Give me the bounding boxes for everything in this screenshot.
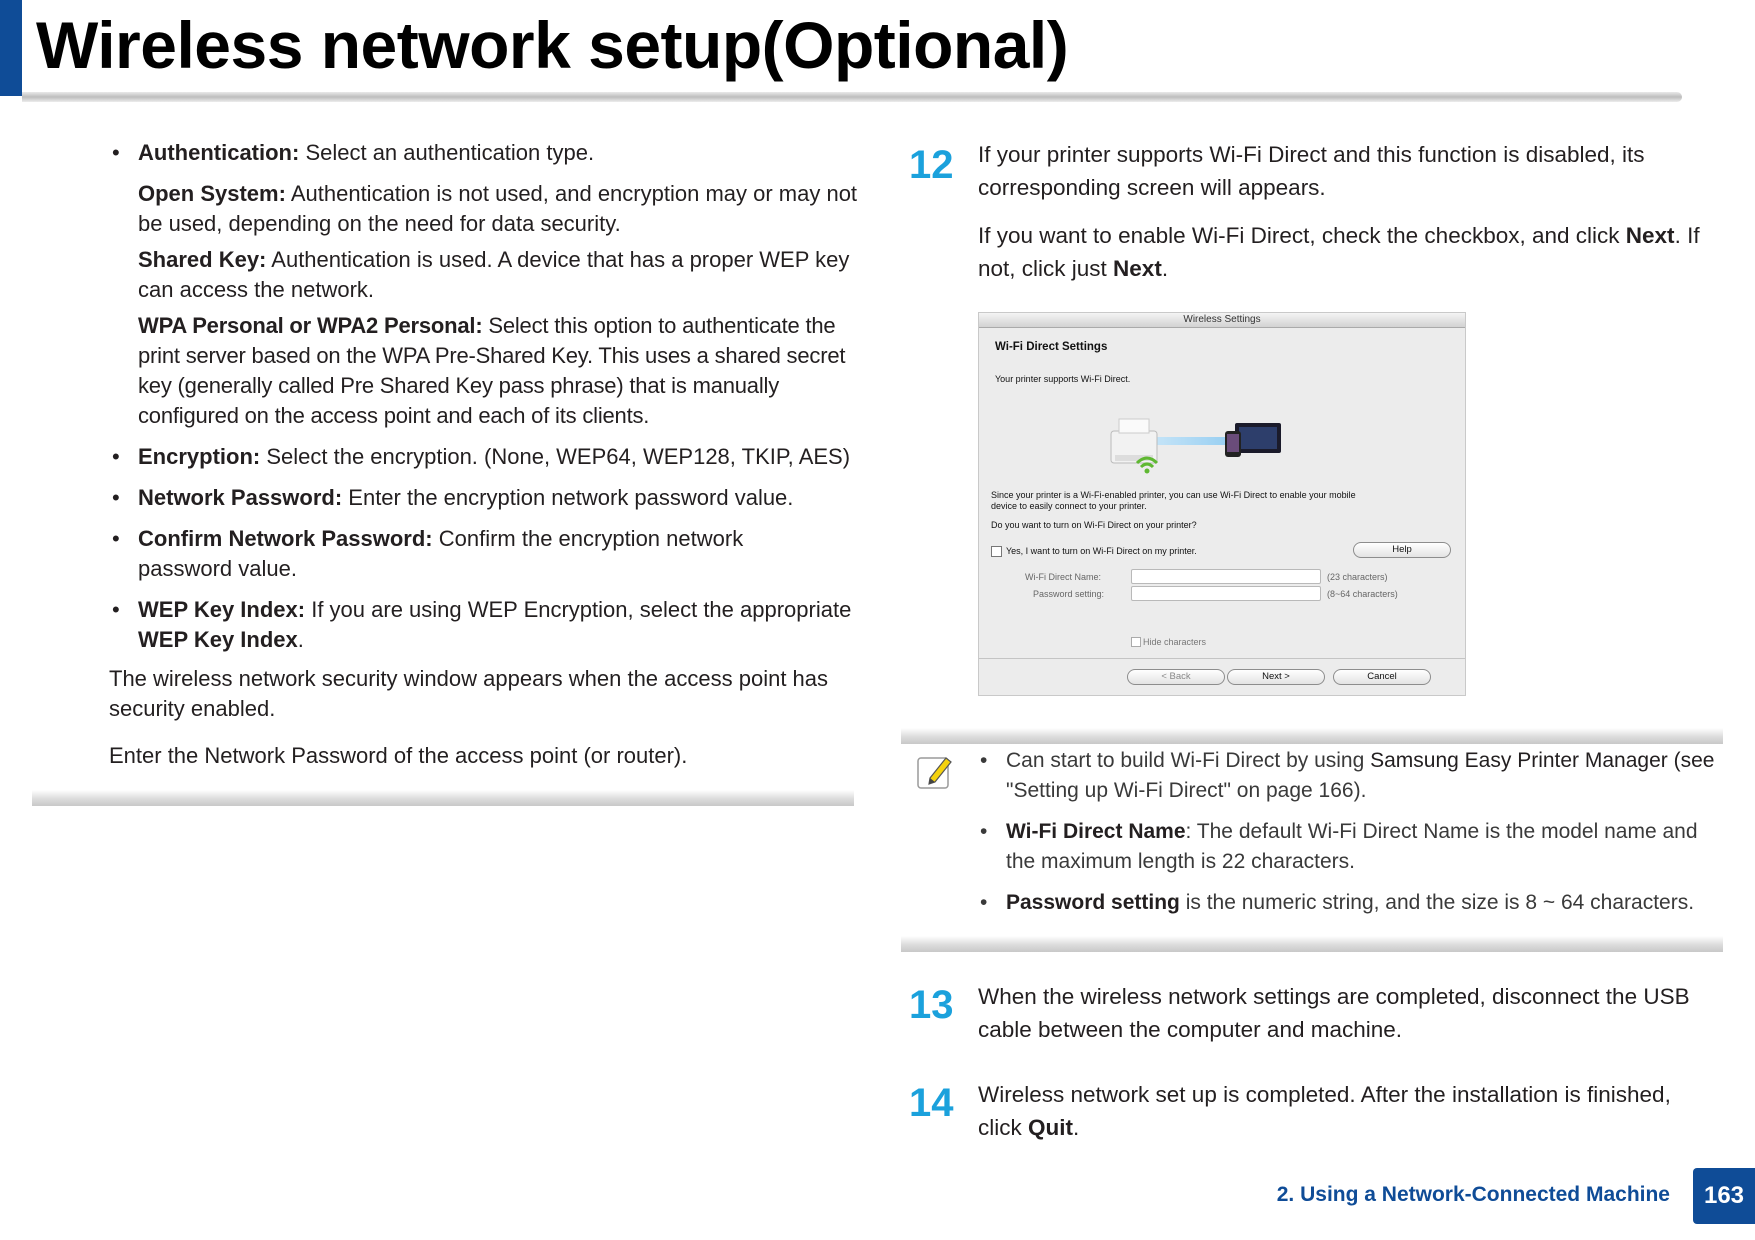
dialog-question: Do you want to turn on Wi-Fi Direct on your printer? xyxy=(991,520,1197,530)
password-hint: (8~64 characters) xyxy=(1327,589,1398,599)
enable-wifi-direct-label: Yes, I want to turn on Wi-Fi Direct on my printer. xyxy=(1006,546,1197,556)
wifi-direct-name-input[interactable] xyxy=(1131,569,1321,584)
wpa-label: WPA Personal or WPA2 Personal: xyxy=(138,313,483,338)
encryption-text: Select the encryption. (None, WEP64, WEP128, TKIP, AES) xyxy=(260,444,851,469)
cancel-button[interactable]: Cancel xyxy=(1333,669,1431,685)
network-password-label: Network Password: xyxy=(138,485,343,510)
bullet: • xyxy=(980,820,988,843)
step-14-text-c: . xyxy=(1073,1115,1080,1140)
note-item-easy-printer-manager xyxy=(980,746,1726,806)
wireless-settings-screenshot xyxy=(978,312,1466,696)
step-12-instr-a: If you want to enable Wi-Fi Direct, check the checkbox, and click xyxy=(978,223,1626,248)
hide-characters-checkbox[interactable] xyxy=(1131,637,1141,647)
auth-label: Authentication: xyxy=(138,140,300,165)
open-system-label: Open System: xyxy=(138,181,286,206)
printer-phone-illustration xyxy=(1107,409,1287,479)
step-12-instr-c: . If not, click just xyxy=(978,223,1700,281)
page-title: Wireless network setup(Optional) xyxy=(36,8,1069,82)
step-14-quit: Quit xyxy=(1028,1115,1073,1140)
note-item1-text: Can start to build Wi-Fi Direct by using xyxy=(1006,749,1371,772)
wifi-direct-name-label: Wi-Fi Direct Name: xyxy=(1025,572,1101,582)
enable-wifi-direct-checkbox[interactable] xyxy=(991,546,1002,557)
note-top-divider xyxy=(901,728,1723,744)
password-setting-label: Password setting: xyxy=(1033,589,1105,599)
encryption-label: Encryption: xyxy=(138,444,261,469)
list-item-wep-key-index xyxy=(112,595,858,655)
hide-characters-label: Hide characters xyxy=(1143,637,1207,647)
wep-key-label: WEP Key Index: xyxy=(138,597,306,622)
bullet: • xyxy=(112,485,120,510)
shared-key-label: Shared Key: xyxy=(138,247,267,272)
auth-text: Select an authentication type. xyxy=(299,140,595,165)
left-column xyxy=(112,138,858,666)
shared-key-item xyxy=(138,245,858,305)
bullet: • xyxy=(112,526,120,551)
note-item2-text: : The default Wi-Fi Direct Name is the model name and the maximum length is 22 characters. xyxy=(1006,820,1698,873)
wep-key-bold: WEP Key Index xyxy=(138,627,298,652)
bullet: • xyxy=(980,891,988,914)
dialog-title-bar: Wireless Settings xyxy=(979,313,1465,328)
step-14-number: 14 xyxy=(909,1081,954,1125)
list-item-encryption xyxy=(112,442,858,472)
bullet: • xyxy=(112,140,120,165)
dialog-subtitle: Your printer supports Wi-Fi Direct. xyxy=(995,374,1131,384)
confirm-password-label: Confirm Network Password: xyxy=(138,526,433,551)
note-item1-app: Samsung Easy Printer Manager (see xyxy=(1370,749,1715,772)
dialog-desc-line1: Since your printer is a Wi-Fi-enabled printer, you can use Wi-Fi Direct to enable your mobile xyxy=(991,490,1356,500)
footer-section-title: 2. Using a Network-Connected Machine xyxy=(1276,1183,1670,1206)
open-system-text: Authentication is not used, and encryption may or may not be used, depending on the need for data security. xyxy=(138,181,858,236)
step-12-text: If your printer supports Wi-Fi Direct and this function is disabled, its corresponding screen will appears. xyxy=(978,142,1645,200)
header-rule xyxy=(22,92,1682,102)
para-enter-password: Enter the Network Password of the access point (or router). xyxy=(109,743,688,768)
wpa-item xyxy=(138,311,858,431)
open-system-item xyxy=(138,179,858,239)
wpa-text: Select this option to authenticate the print server based on the WPA Pre-Shared Key. This uses a shared secret key (generally called Pre Shared Key pass phrase) that is manually configured on the access point and each of its clients. xyxy=(138,313,846,428)
step-14-text xyxy=(978,1078,1718,1144)
step-13-text: When the wireless network settings are completed, disconnect the USB cable between the computer and machine. xyxy=(978,984,1690,1042)
step-12-instruction xyxy=(978,219,1718,285)
dialog-heading: Wi-Fi Direct Settings xyxy=(995,341,1108,353)
step-12-instr-e: . xyxy=(1161,256,1169,281)
note-item1-link[interactable]: "Setting up Wi-Fi Direct" on page 166). xyxy=(1006,779,1367,802)
list-item-network-password xyxy=(112,483,858,513)
note-item3-text: is the numeric string, and the size is 8 ~ 64 characters. xyxy=(1179,891,1695,914)
dialog-desc-line2: device to easily connect to your printer. xyxy=(991,501,1147,511)
password-setting-input[interactable] xyxy=(1131,586,1321,601)
shared-key-text: Authentication is used. A device that has a proper WEP key can access the network. xyxy=(138,247,850,302)
help-button[interactable]: Help xyxy=(1353,542,1451,558)
footer-page-number: 163 xyxy=(1693,1168,1755,1224)
bullet: • xyxy=(980,749,988,772)
header-accent-bar xyxy=(0,0,22,96)
step-14-text-a: Wireless network set up is completed. After the installation is finished, click xyxy=(978,1082,1671,1140)
confirm-password-text: Confirm the encryption network password value. xyxy=(138,526,744,581)
bullet: • xyxy=(112,444,120,469)
next-button[interactable]: Next > xyxy=(1227,669,1325,685)
note-item2-label: Wi-Fi Direct Name xyxy=(1006,820,1186,843)
para-security-window: The wireless network security window appears when the access point has security enabled. xyxy=(109,666,829,721)
left-divider xyxy=(32,790,854,806)
bullet: • xyxy=(112,597,120,622)
name-hint: (23 characters) xyxy=(1327,572,1388,582)
step-12-number: 12 xyxy=(909,143,954,187)
step-12-next-1: Next xyxy=(1625,223,1675,248)
network-password-text: Enter the encryption network password value. xyxy=(342,485,794,510)
note-item-password-setting xyxy=(980,888,1726,918)
wep-key-text: If you are using WEP Encryption, select the appropriate xyxy=(305,597,852,622)
step-12-next-2: Next xyxy=(1113,256,1162,281)
note-pencil-icon xyxy=(916,752,956,792)
note-bottom-divider xyxy=(901,936,1723,952)
note-content xyxy=(980,746,1726,929)
step-13-number: 13 xyxy=(909,983,954,1027)
dialog-separator xyxy=(979,658,1465,659)
note-item3-label: Password setting xyxy=(1006,891,1180,914)
back-button[interactable]: < Back xyxy=(1127,669,1225,685)
list-item-authentication xyxy=(112,138,858,168)
note-item-wifi-direct-name xyxy=(980,817,1726,877)
list-item-confirm-password xyxy=(112,524,778,584)
wep-key-end: . xyxy=(297,627,304,652)
